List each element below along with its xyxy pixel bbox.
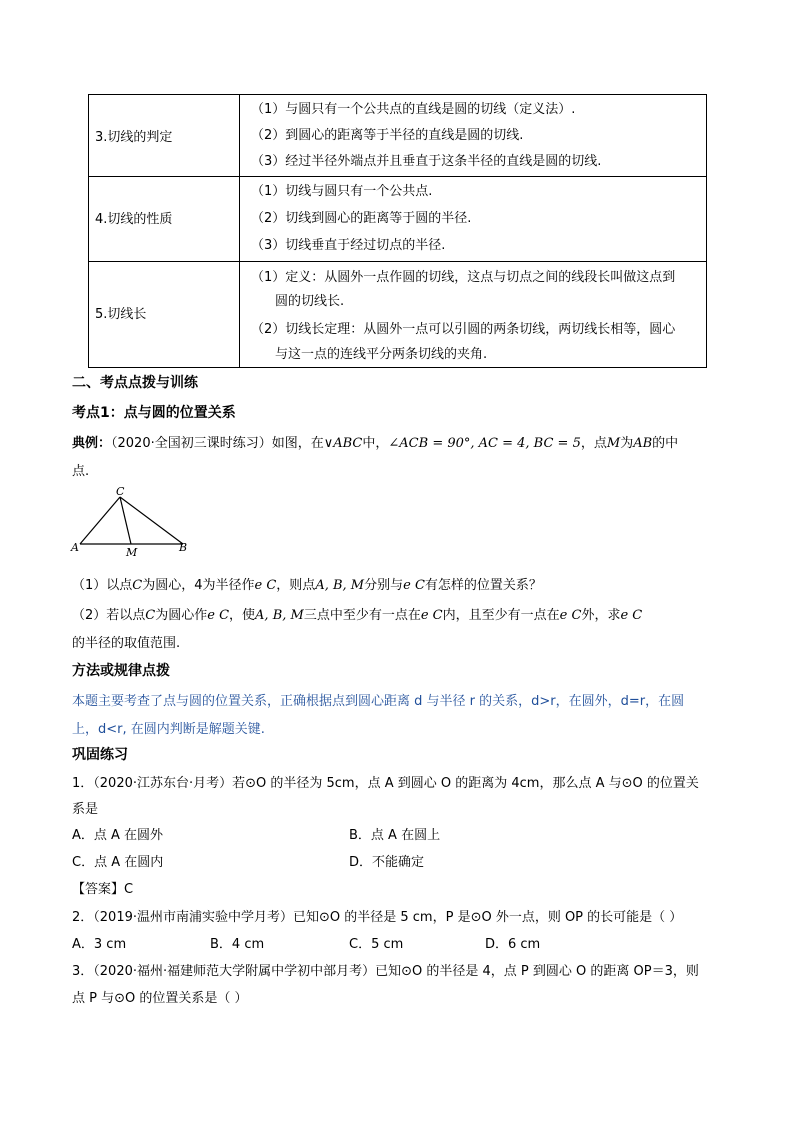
practice-3-line-1: 3．（2020·福州·福建师范大学附属中学初中部月考）已知⊙O 的半径是 4，点 P 到圆心 O 的距离 OP＝3，则 xyxy=(72,964,699,979)
method-line-2: 上，d<r, 在圆内判断是解题关键. xyxy=(72,722,265,737)
practice-2-option-a: A．3 cm xyxy=(72,937,127,952)
example-text: 为 xyxy=(620,436,634,451)
q-math: C xyxy=(145,608,156,623)
label-b: B xyxy=(179,541,188,554)
practice-1-answer: 【答案】C xyxy=(72,882,134,897)
table-row-item: （2）切线到圆心的距离等于圆的半径. xyxy=(251,211,472,226)
q-text: ，则点 xyxy=(276,578,316,593)
practice-1-line-2: 系是 xyxy=(72,802,99,817)
example-text: 中， xyxy=(362,436,389,451)
example-text: ，点 xyxy=(580,436,607,451)
method-line-1: 本题主要考查了点与圆的位置关系，正确根据点到圆心距离 d 与半径 r 的关系，d>r，在圆外，d=r，在圆 xyxy=(72,694,685,709)
practice-1-option-b: B．点 A 在圆上 xyxy=(349,828,441,843)
example-line-2: 点. xyxy=(72,464,90,479)
example-segment-ab: AB xyxy=(633,436,653,451)
question-2 xyxy=(72,604,642,623)
practice-heading: 巩固练习 xyxy=(72,747,128,763)
table-row-item: （3）经过半径外端点并且垂直于这条半径的直线是圆的切线. xyxy=(251,154,602,169)
section-heading: 二、考点点拨与训练 xyxy=(72,375,198,391)
q-math: e C xyxy=(559,608,582,623)
table-row-title: 5.切线长 xyxy=(95,307,147,322)
triangle-figure xyxy=(66,484,196,558)
practice-1-option-a: A．点 A 在圆外 xyxy=(72,828,164,843)
label-a: A xyxy=(71,541,79,554)
label-m: M xyxy=(126,546,138,558)
q-math: C xyxy=(132,578,143,593)
example-condition: ∠ACB = 90°, AC = 4, BC = 5 xyxy=(388,436,581,451)
table-row-item: （1）定义：从圆外一点作圆的切线，这点与切点之间的线段长叫做这点到 xyxy=(251,270,676,285)
q-text: 分别与 xyxy=(364,578,404,593)
q-math: e C xyxy=(403,578,425,593)
practice-2-option-b: B．4 cm xyxy=(210,937,265,952)
practice-2-option-d: D．6 cm xyxy=(485,937,541,952)
q-text: 内，且至少有一点在 xyxy=(442,608,560,623)
q-math: e C xyxy=(207,608,230,623)
q-text: 三点中至少有一点在 xyxy=(303,608,421,623)
q-text: 为圆心，4为半径作 xyxy=(142,578,255,593)
table-row-divider xyxy=(89,261,706,262)
table-row-item: （3）切线垂直于经过切点的半径. xyxy=(251,238,446,253)
question-1 xyxy=(72,574,542,593)
q-text: 外，求 xyxy=(581,608,621,623)
practice-2-option-c: C．5 cm xyxy=(349,937,404,952)
practice-1-line-1: 1．（2020·江苏东台·月考）若⊙O 的半径为 5cm，点 A 到圆心 O 的距离为 4cm，那么点 A 与⊙O 的位置关 xyxy=(72,776,699,791)
example-text: 的中 xyxy=(652,436,679,451)
table-row-item: 圆的切线长. xyxy=(275,294,345,309)
practice-2-line-1: 2．（2019·温州市南浦实验中学月考）已知⊙O 的半径是 5 cm，P 是⊙O 外一点，则 OP 的长可能是（ ） xyxy=(72,910,683,925)
q-text: 为圆心作 xyxy=(155,608,208,623)
table-row-divider xyxy=(89,176,706,177)
q-math: e C xyxy=(420,608,443,623)
triangle-symbol: ∨ABC xyxy=(323,436,363,451)
q-text: 有怎样的位置关系？ xyxy=(424,578,542,593)
q-text: （1）以点 xyxy=(72,578,133,593)
question-2-line-2: 的半径的取值范围. xyxy=(72,636,181,651)
method-heading: 方法或规律点拨 xyxy=(72,663,170,679)
practice-3-line-2: 点 P 与⊙O 的位置关系是（ ） xyxy=(72,991,248,1006)
table-row-title: 3.切线的判定 xyxy=(95,130,173,145)
table-row-item: （2）到圆心的距离等于半径的直线是圆的切线. xyxy=(251,128,524,143)
q-math: e C xyxy=(254,578,277,593)
side-ac xyxy=(80,497,120,544)
table-row-item: （1）与圆只有一个公共点的直线是圆的切线（定义法）. xyxy=(251,102,576,117)
example-line-1 xyxy=(72,432,678,451)
q-math: A, B, M xyxy=(315,578,365,593)
table-column-divider xyxy=(239,95,240,367)
table-row-item: （2）切线长定理：从圆外一点可以引圆的两条切线，两切线长相等，圆心 xyxy=(251,322,676,337)
q-math: e C xyxy=(620,608,643,623)
practice-1-option-d: D．不能确定 xyxy=(349,855,425,870)
practice-1-option-c: C．点 A 在圆内 xyxy=(72,855,164,870)
kaodian-heading: 考点1：点与圆的位置关系 xyxy=(72,405,236,421)
q-math: A, B, M xyxy=(255,608,304,623)
example-source: （2020·全国初三课时练习）如图，在 xyxy=(111,436,324,451)
q-text: ，使 xyxy=(229,608,256,623)
table-row-item: 与这一点的连线平分两条切线的夹角. xyxy=(275,347,488,362)
table-row-item: （1）切线与圆只有一个公共点. xyxy=(251,184,433,199)
table-row-title: 4.切线的性质 xyxy=(95,212,173,227)
label-c: C xyxy=(116,485,125,498)
q-text: （2）若以点 xyxy=(72,608,146,623)
example-point-m: M xyxy=(606,436,621,451)
knowledge-table xyxy=(88,94,707,368)
example-label: 典例： xyxy=(72,436,112,451)
